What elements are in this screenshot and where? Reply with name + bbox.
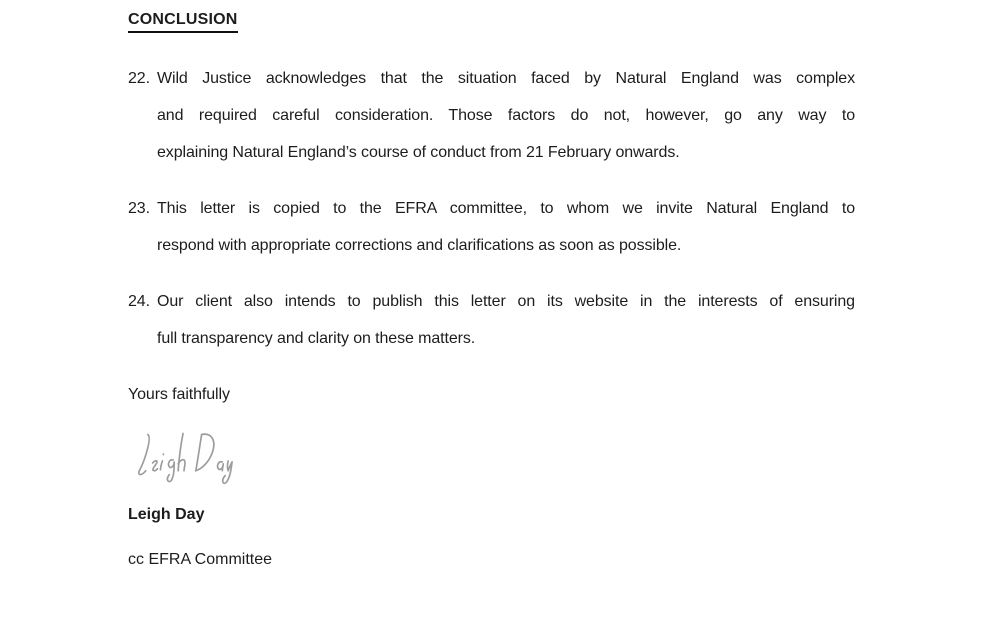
paragraph-number: 23.	[128, 200, 150, 217]
section-heading	[128, 10, 855, 33]
signature-strokes	[134, 425, 236, 489]
paragraph-24	[128, 283, 855, 357]
paragraph-23	[128, 190, 855, 264]
section-heading-text: CONCLUSION	[128, 10, 238, 33]
paragraph-line: This letter is copied to the EFRA committee, to whom we invite Natural England to	[157, 200, 855, 217]
cc-line: cc EFRA Committee	[128, 551, 273, 568]
signer-name: Leigh Day	[128, 506, 205, 523]
paragraph-line: explaining Natural England’s course of conduct from 21 February onwards.	[157, 144, 680, 161]
closing-salutation: Yours faithfully	[128, 386, 230, 403]
paragraph-line: Wild Justice acknowledges that the situation faced by Natural England was complex	[157, 70, 855, 87]
paragraph-line: and required careful consideration. Those factors do not, however, go any way to	[157, 107, 855, 124]
paragraph-22	[128, 60, 855, 171]
paragraph-line: respond with appropriate corrections and clarifications as soon as possible.	[157, 237, 682, 254]
paragraph-line: Our client also intends to publish this letter on its website in the interests of ensuring	[157, 293, 855, 310]
handwritten-signature	[134, 425, 855, 491]
paragraph-number: 24.	[128, 293, 150, 310]
paragraph-number: 22.	[128, 70, 150, 87]
letter-body	[128, 10, 855, 572]
paragraph-line: full transparency and clarity on these matters.	[157, 330, 476, 347]
